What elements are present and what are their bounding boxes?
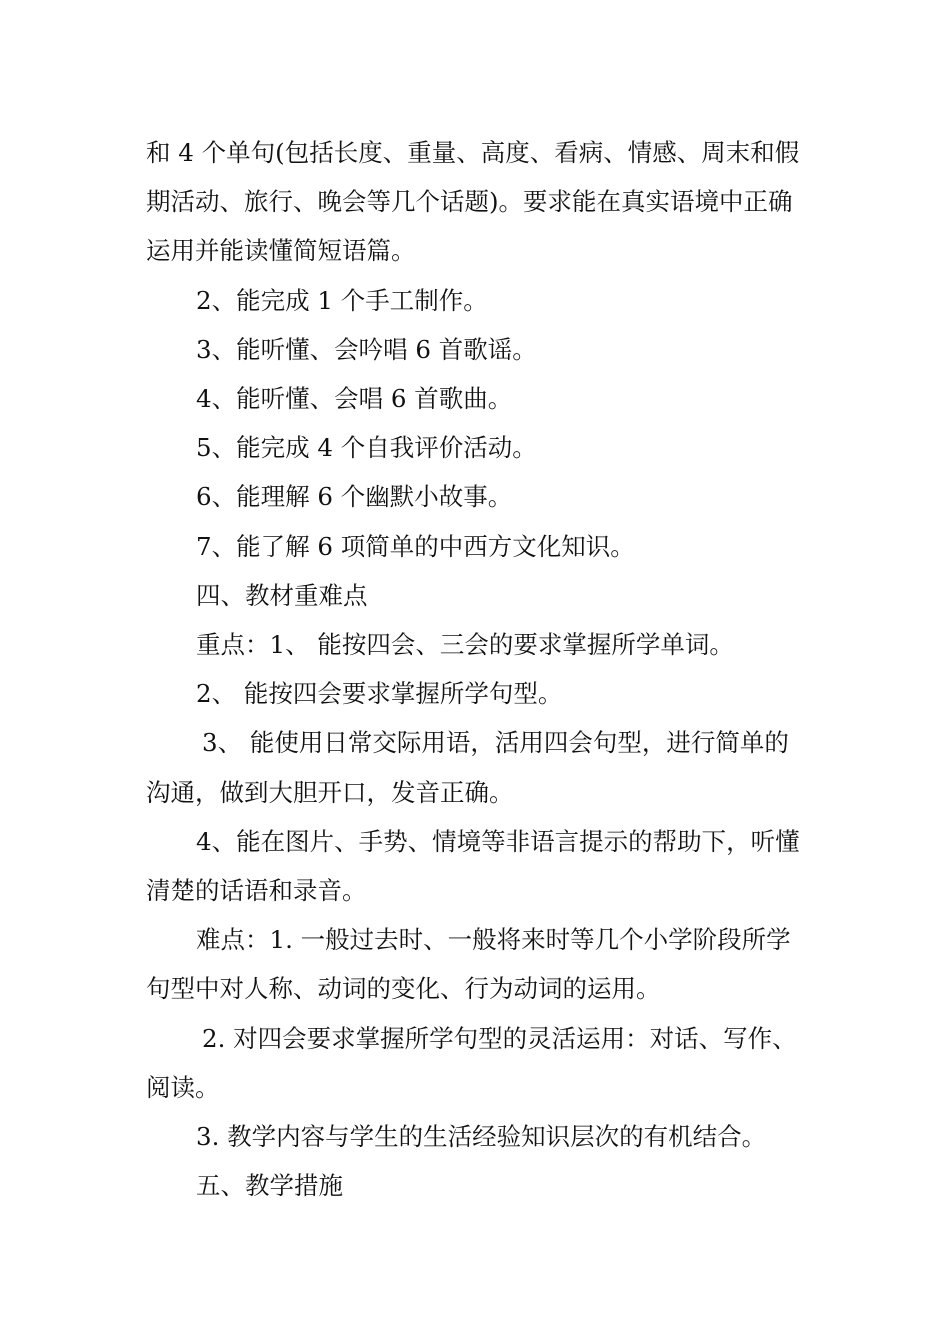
paragraph-item-6: 6、能理解 6 个幽默小故事。 <box>196 482 513 512</box>
difficult-points-item-2: 2. 对四会要求掌握所学句型的灵活运用：对话、写作、阅读。 <box>146 1023 797 1102</box>
difficult-points-item-1: 难点：1. 一般过去时、一般将来时等几个小学阶段所学句型中对人称、动词的变化、行为动词的运用。 <box>146 925 791 1004</box>
key-points-item-2: 2、 能按四会要求掌握所学句型。 <box>196 679 563 709</box>
paragraph-item-3: 3、能听懂、会吟唱 6 首歌谣。 <box>196 334 537 364</box>
document-body <box>146 128 810 1210</box>
paragraph-item-5: 5、能完成 4 个自我评价活动。 <box>196 433 537 463</box>
key-points-item-3: 3、 能使用日常交际用语，活用四会句型，进行简单的沟通，做到大胆开口，发音正确。 <box>146 728 789 807</box>
paragraph-item-2: 2、能完成 1 个手工制作。 <box>196 285 488 315</box>
key-points-item-4: 4、能在图片、手势、情境等非语言提示的帮助下，听懂清楚的话语和录音。 <box>146 826 800 906</box>
paragraph-continuation: 和 4 个单句(包括长度、重量、高度、看病、情感、周末和假期活动、旅行、晚会等几个话题)。要求能在真实语境中正确运用并能读懂简短语篇。 <box>146 138 800 266</box>
section-heading-5: 五、教学措施 <box>196 1171 343 1201</box>
paragraph-item-4: 4、能听懂、会唱 6 首歌曲。 <box>196 384 513 414</box>
difficult-points-item-3: 3. 教学内容与学生的生活经验知识层次的有机结合。 <box>196 1122 767 1152</box>
key-points-item-1: 重点：1、 能按四会、三会的要求掌握所学单词。 <box>196 630 734 660</box>
section-heading-4: 四、教材重难点 <box>196 580 368 610</box>
paragraph-item-7: 7、能了解 6 项简单的中西方文化知识。 <box>196 531 635 561</box>
